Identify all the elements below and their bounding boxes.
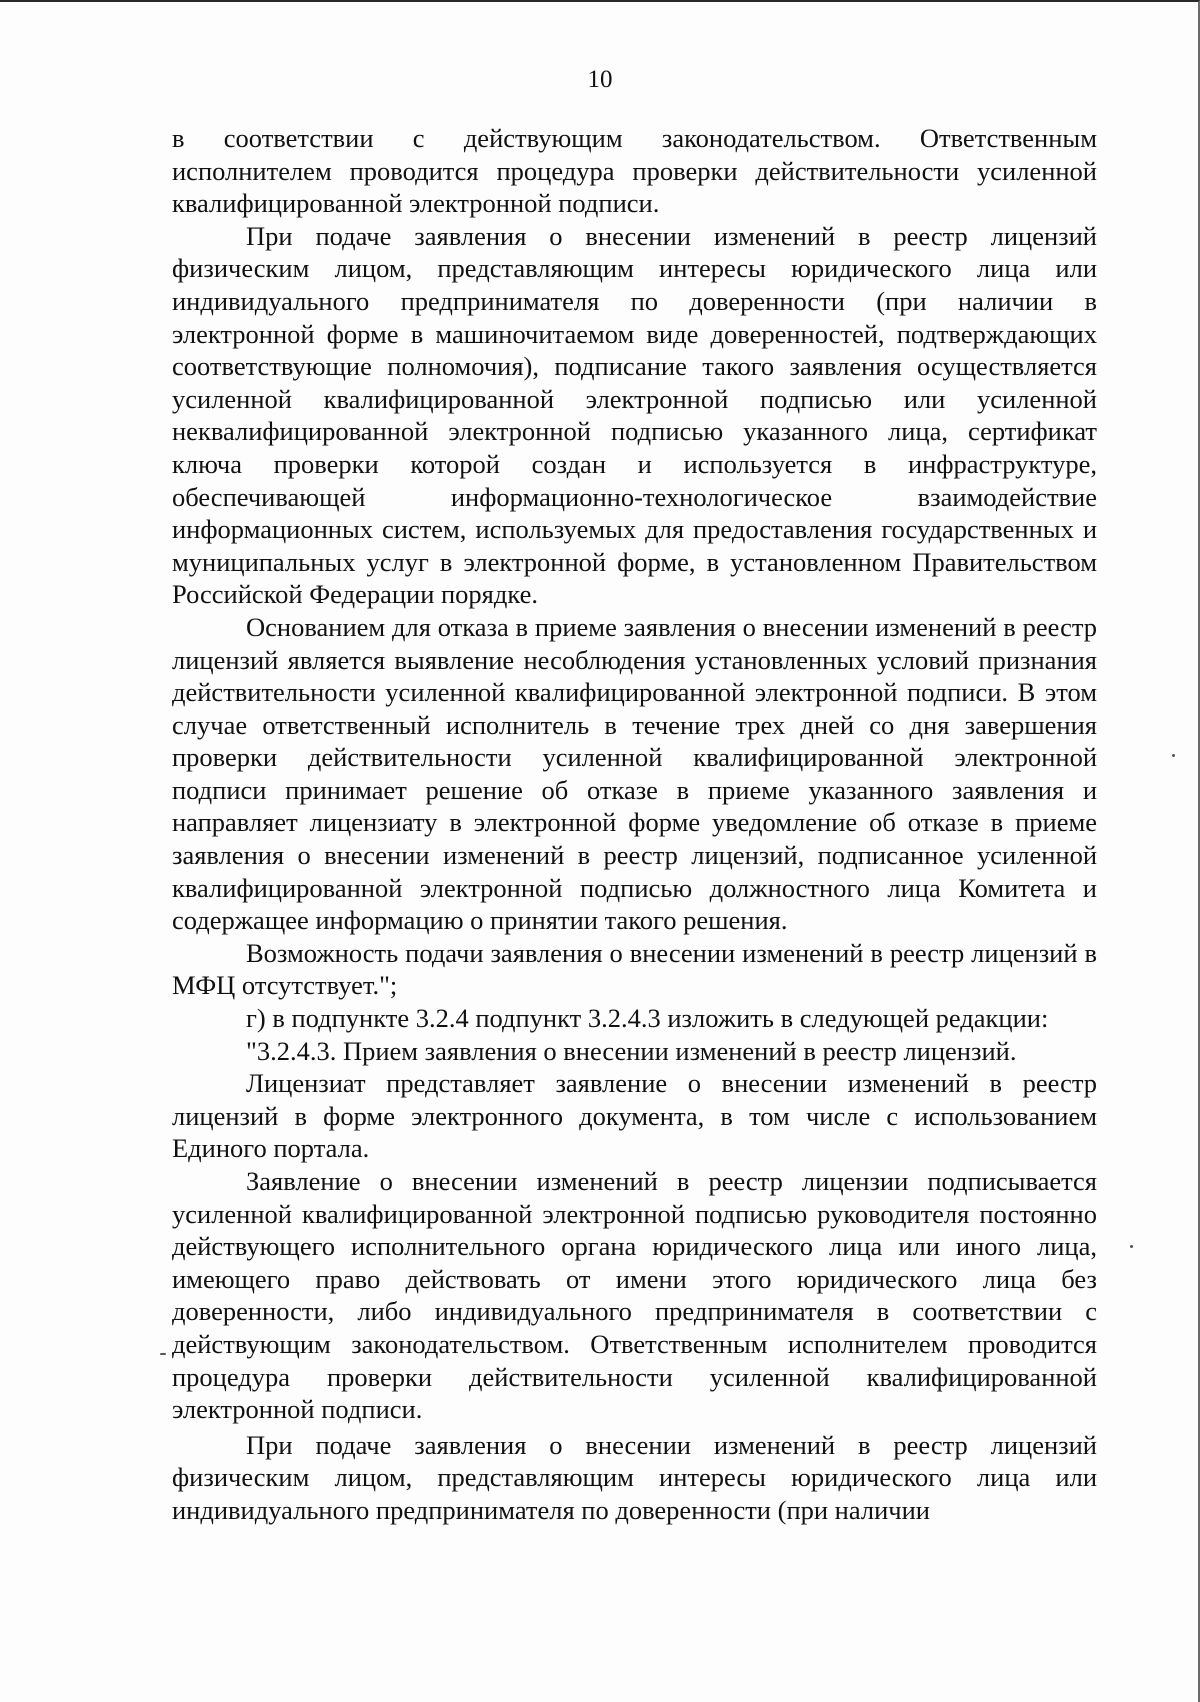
paragraph-refusal-grounds: Основанием для отказа в приеме заявления о внесении изменений в реестр лицензий является выявление несоблюдения установленных условий признания действительности усиленной квалифицированной электронной подписи. В этом случае ответственный исполнитель в течение трех дней со дня завершения проверки действительности усиленной квалифицированной электронной подписи принимает решение об отказе в приеме указанного заявления и направляет лицензиату в электронной форме уведомление об отказе в приеме заявления о внесении изменений в реестр лицензий, подписанное усиленной квалифицированной электронной подписью должностного лица Комитета и содержащее информацию о принятии такого решения.: [172, 611, 1097, 936]
scan-speck: [1172, 754, 1175, 757]
paragraph-signing-by-representative: При подаче заявления о внесении изменений в реестр лицензий физическим лицом, представляющим интересы юридического лица или индивидуального предпринимателя по доверенности (при наличии в электронной форме в машиночитаемом виде доверенностей, подтверждающих соответствующие полномочия), подписание такого заявления осуществляется усиленной квалифицированной электронной подписью или усиленной неквалифицированной электронной подписью указанного лица, сертификат ключа проверки которой создан и используется в инфраструктуре, обеспечивающей информационно-технологическое взаимодействие информационных систем, используемых для предоставления государственных и муниципальных услуг в электронной форме, в установленном Правительством Российской Федерации порядке.: [172, 220, 1097, 610]
scan-speck: [160, 1353, 166, 1355]
document-body: [172, 122, 1097, 1527]
paragraph-continuation: в соответствии с действующим законодательством. Ответственным исполнителем проводится процедура проверки действительности усиленной квалифицированной электронной подписи.: [172, 123, 1097, 219]
paragraph-representative-submission: При подаче заявления о внесении изменений в реестр лицензий физическим лицом, представляющим интересы юридического лица или индивидуального предпринимателя по доверенности (при наличии: [172, 1429, 1097, 1525]
page-number: 10: [587, 66, 613, 93]
paragraph-amendment-item-g: г) в подпункте 3.2.4 подпункт 3.2.4.3 изложить в следующей редакции:: [246, 1003, 1049, 1034]
paragraph-mfc-unavailable: Возможность подачи заявления о внесении изменений в реестр лицензий в МФЦ отсутствует.";: [172, 937, 1097, 1001]
paragraph-licensee-submission: Лицензиат представляет заявление о внесении изменений в реестр лицензий в форме электронного документа, в том числе с использованием Единого портала.: [172, 1068, 1097, 1164]
scan-speck: [1130, 1245, 1133, 1248]
paragraph-section-heading: "3.2.4.3. Прием заявления о внесении изменений в реестр лицензий.: [246, 1035, 1017, 1066]
paragraph-application-signing: Заявление о внесении изменений в реестр лицензии подписывается усиленной квалифицированной электронной подписью руководителя постоянно действующего исполнительного органа юридического лица или иного лица, имеющего право действовать от имени этого юридического лица без доверенности, либо индивидуального предпринимателя в соответствии с действующим законодательством. Ответственным исполнителем проводится процедура проверки действительности усиленной квалифицированной электронной подписи.: [172, 1166, 1097, 1425]
